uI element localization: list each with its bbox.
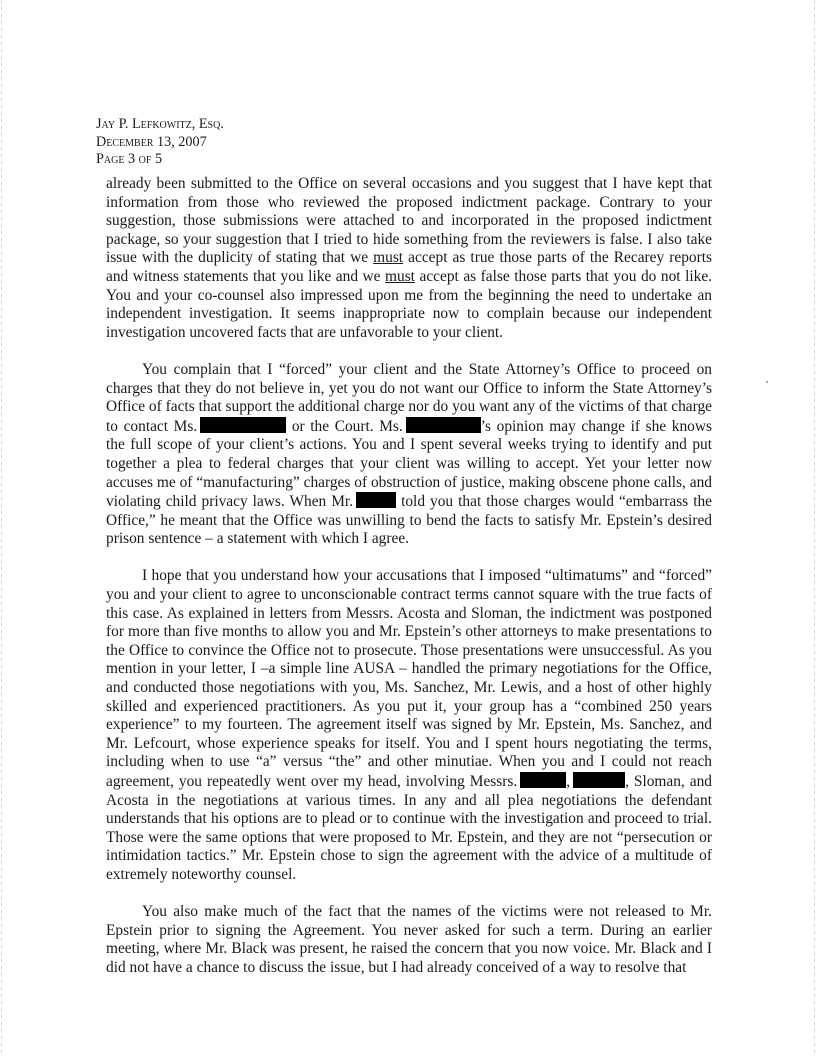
redaction-box [520,772,566,788]
redaction-box [573,772,625,788]
letter-date: December 13, 2007 [96,133,207,150]
paragraph-2: You complain that I “forced” your client and the State Attorney’s Office to proceed on charges that they do not believe in, yet you do not want our Office to inform the State Attorney’s Office of facts that support the additional charge nor do you want any of the victims of that charge to contact Ms. or the Court. Ms. ’s opinion may change if she knows the full scope of your client’s actions. You and I spent several weeks trying to identify and put together a plea to federal charges that your client was willing to accept. Yet your letter now accuses me of “manufacturing” charges of obstruction of justice, making obscene phone calls, and violating child privacy laws. When Mr. told you that those charges would “embarrass the Office,” he meant that the Office was unwilling to bend the facts to satisfy Mr. Epstein’s desired prison sentence – a statement with which I agree. [106,360,712,548]
recipient-name: Jay P. Lefkowitz, Esq. [96,116,224,132]
redaction-box [406,417,481,433]
underlined-must: must [373,249,404,267]
paragraph-4: You also make much of the fact that the names of the victims were not released to Mr. Epstein prior to signing the Agreement. You never asked for such a term. During an earlier meeting, where Mr. Black was present, he raised the concern that you now voice. Mr. Black and I did not have a chance to discuss the issue, but I had already conceived of a way to resolve that [106,903,712,976]
scan-speck [766,381,768,383]
paragraph-1: already been submitted to the Office on several occasions and you suggest that I have kept that information from those who reviewed the proposed indictment package. Contrary to your suggestion, those submissions were attached to and incorporated in the proposed indictment package, so your suggestion that I tried to hide something from the reviewers is false. I also take issue with the duplicity of stating that we must accept as true those parts of the Recarey reports and witness statements that you like and we must accept as false those parts that you do not like. You and your co-counsel also impressed upon me from the beginning the need to undertake an independent investigation. It seems inappropriate now to complain because our independent investigation uncovered facts that are unfavorable to your client. [106,175,712,341]
underlined-must: must [385,267,415,285]
left-page-edge [1,0,2,1056]
redaction-box [356,492,396,508]
right-page-edge [814,0,815,1056]
redaction-box [200,417,286,433]
page-number: Page 3 of 5 [96,151,163,167]
letter-header [96,116,224,169]
letter-body [106,175,712,996]
paragraph-3: I hope that you understand how your accusations that I imposed “ultimatums” and “forced” you and your client to agree to unconscionable contract terms cannot square with the true facts of this case. As explained in letters from Messrs. Acosta and Sloman, the indictment was postponed for more than five months to allow you and Mr. Epstein’s other attorneys to make presentations to the Office to convince the Office not to prosecute. Those presentations were unsuccessful. As you mention in your letter, I –a simple line AUSA – handled the primary negotiations for the Office, and conducted those negotiations with you, Ms. Sanchez, Mr. Lewis, and a host of other highly skilled and experienced practitioners. As you put it, your group has a “combined 250 years experience” to my fourteen. The agreement itself was signed by Mr. Epstein, Ms. Sanchez, and Mr. Lefcourt, whose experience speaks for itself. You and I spent hours negotiating the terms, including when to use “a” versus “the” and other minutiae. When you and I could not reach agreement, you repeatedly went over my head, involving Messrs. , , Sloman, and Acosta in the negotiations at various times. In any and all plea negotiations the defendant understands that his options are to plead or to continue with the investigation and proceed to trial. Those were the same options that were proposed to Mr. Epstein, and they are not “persecution or intimidation tactics.” Mr. Epstein chose to sign the agreement with the advice of a multitude of extremely noteworthy counsel. [106,567,712,883]
